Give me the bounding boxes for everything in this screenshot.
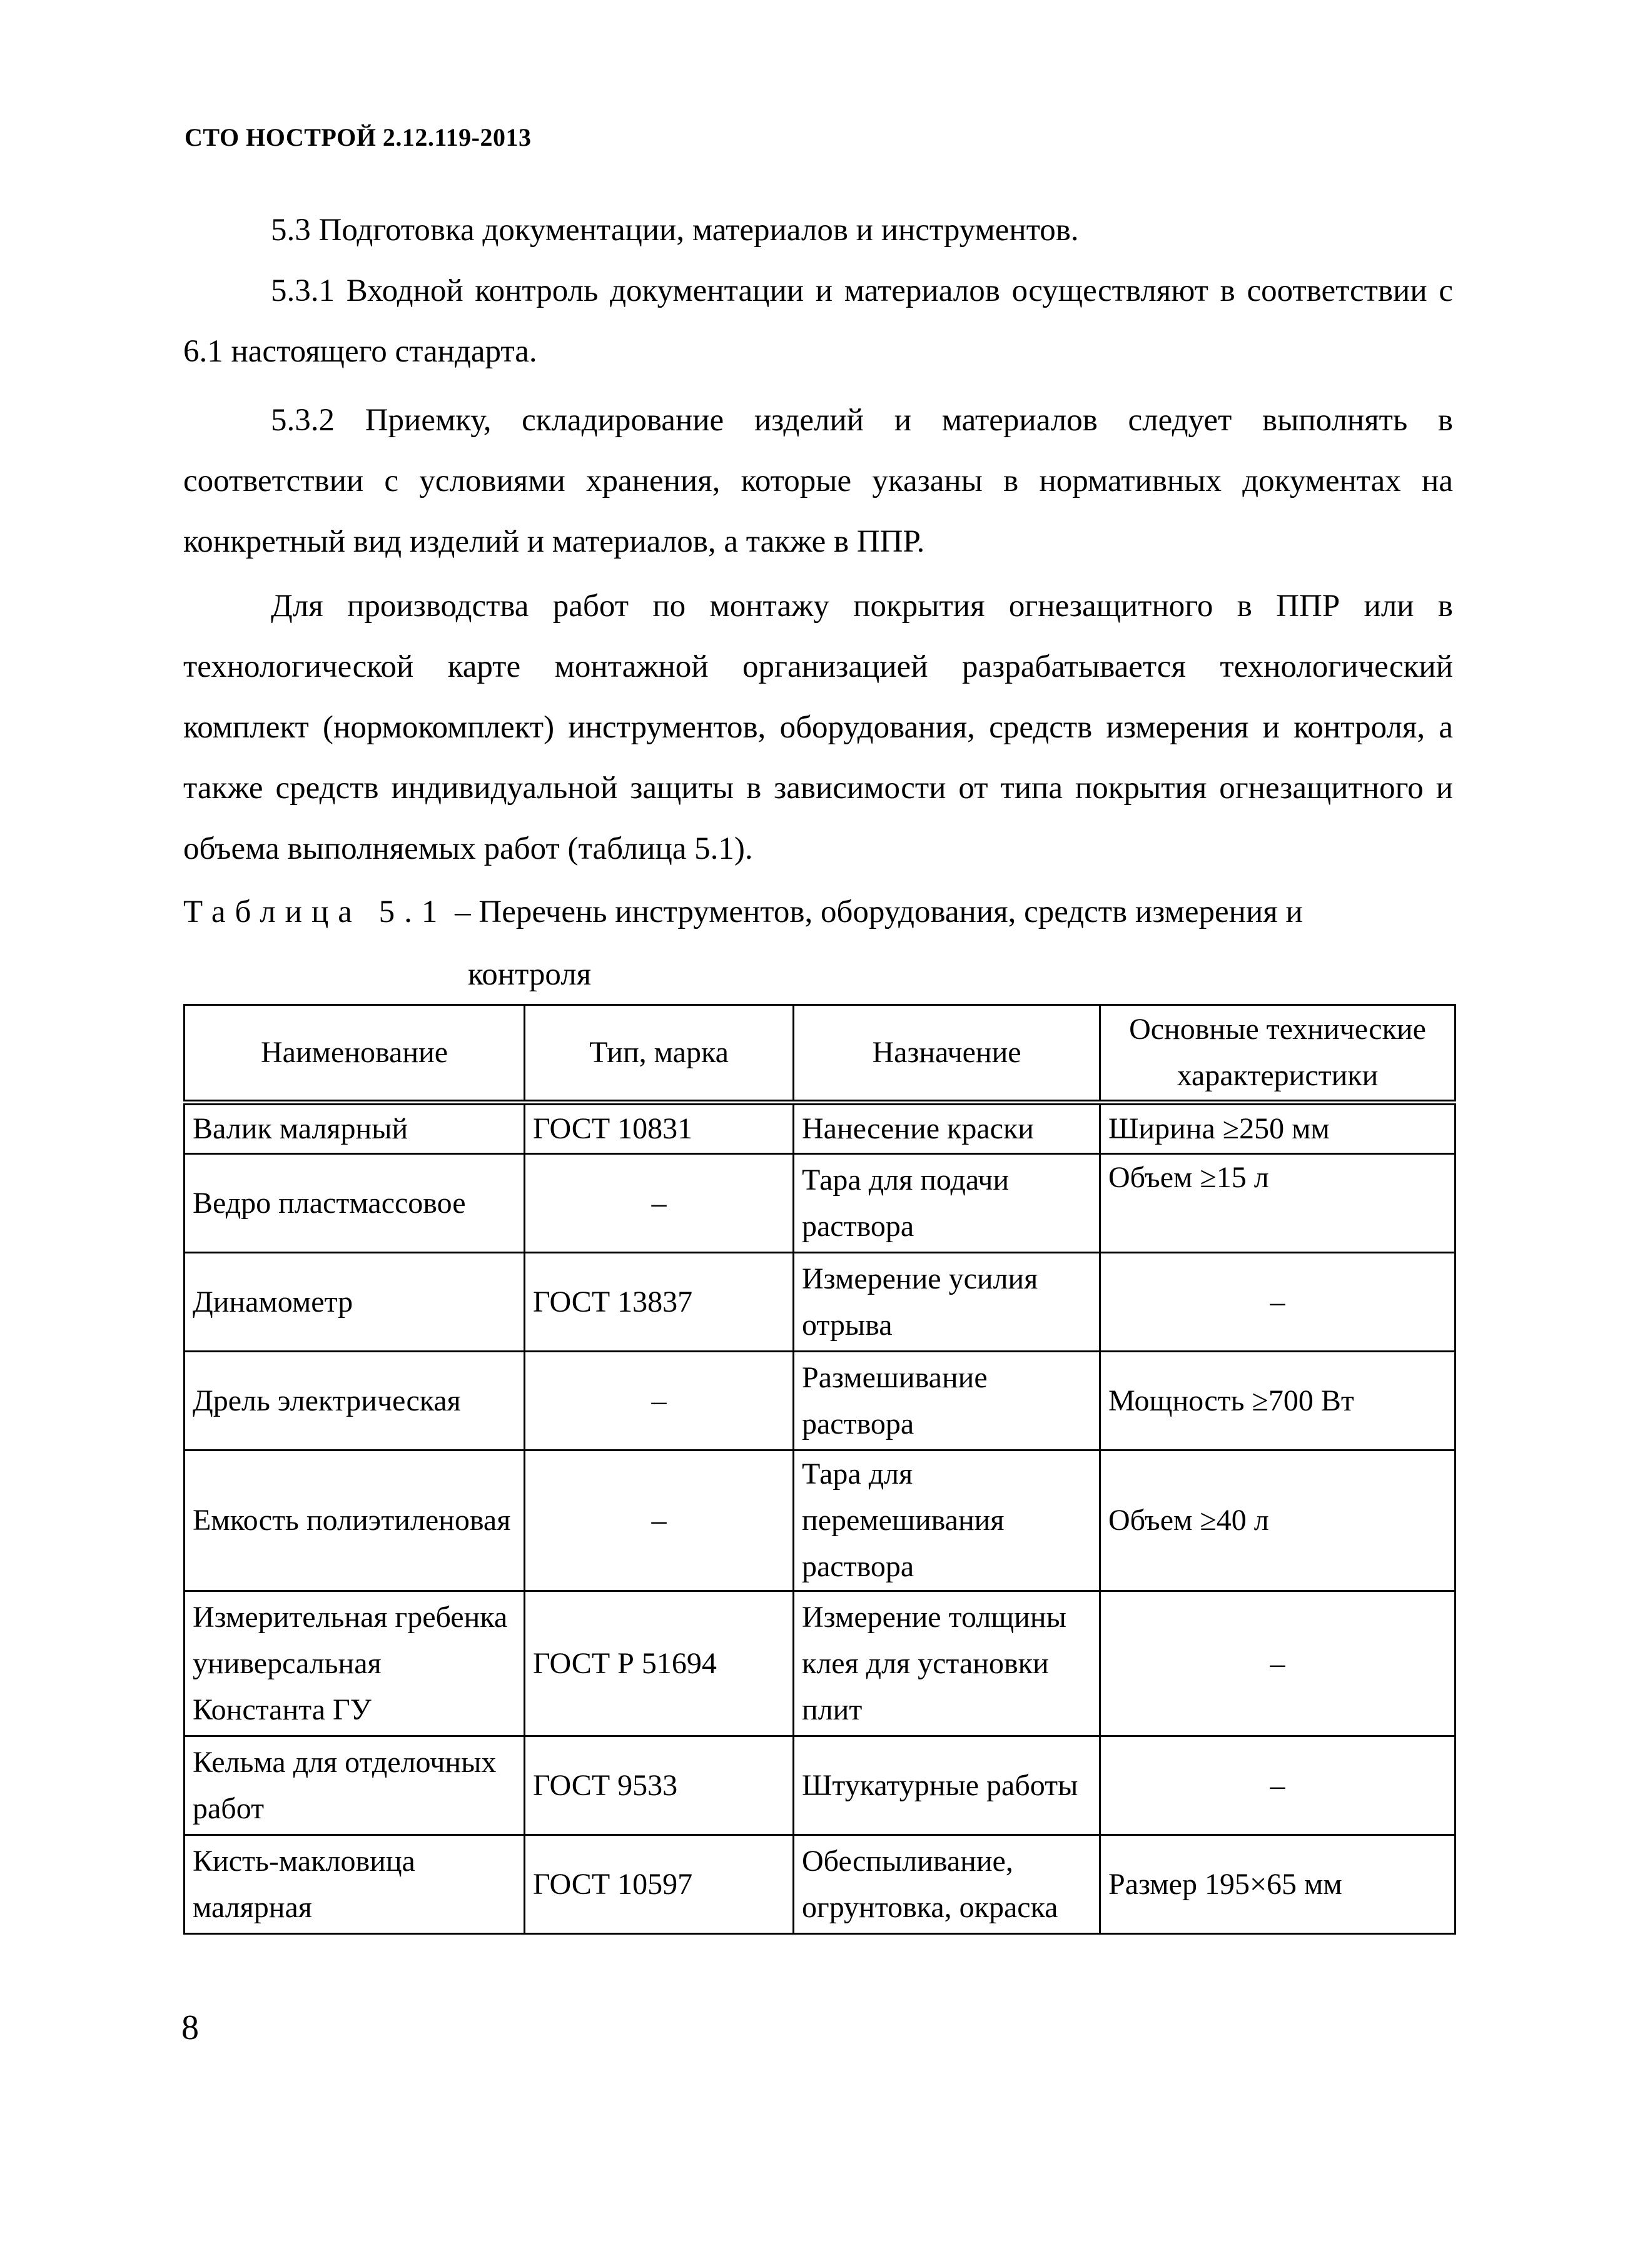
cell-purpose: Измерение толщины клея для установки плит	[794, 1591, 1100, 1736]
table-row	[185, 1154, 1455, 1253]
cell-name: Динамометр	[185, 1253, 525, 1352]
cell-purpose: Штукатурные работы	[794, 1736, 1100, 1835]
table-caption	[183, 882, 1453, 943]
paragraph-5-3: 5.3 Подготовка документации, материалов и инструментов.	[271, 213, 1079, 248]
header-specs: Основные технические характеристики	[1100, 1005, 1455, 1103]
cell-specs: Объем ≥40 л	[1100, 1450, 1455, 1591]
cell-type: ГОСТ 9533	[525, 1736, 794, 1835]
cell-purpose: Обеспыливание, огрунтовка, окраска	[794, 1835, 1100, 1934]
cell-name: Ведро пластмассовое	[185, 1154, 525, 1253]
header-purpose: Назначение	[794, 1005, 1100, 1103]
cell-name: Измерительная гребенка универсальная Константа ГУ	[185, 1591, 525, 1736]
cell-type: –	[525, 1154, 794, 1253]
table-row	[185, 1591, 1455, 1736]
cell-purpose: Тара для перемешивания раствора	[794, 1450, 1100, 1591]
document-code-header: СТО НОСТРОЙ 2.12.119-2013	[185, 123, 532, 151]
table-caption-text-line2: контроля	[468, 957, 592, 992]
cell-type: ГОСТ 13837	[525, 1253, 794, 1352]
table-row	[185, 1103, 1455, 1154]
cell-specs: Ширина ≥250 мм	[1100, 1103, 1455, 1154]
cell-name: Емкость полиэтиленовая	[185, 1450, 525, 1591]
table-row	[185, 1253, 1455, 1352]
cell-specs: Объем ≥15 л	[1100, 1154, 1455, 1253]
cell-purpose: Тара для подачи раствора	[794, 1154, 1100, 1253]
cell-type: –	[525, 1450, 794, 1591]
cell-type: ГОСТ 10597	[525, 1835, 794, 1934]
cell-name: Кисть-макловица малярная	[185, 1835, 525, 1934]
cell-specs: –	[1100, 1253, 1455, 1352]
cell-specs: –	[1100, 1736, 1455, 1835]
header-name: Наименование	[185, 1005, 525, 1103]
cell-specs: Размер 195×65 мм	[1100, 1835, 1455, 1934]
cell-name: Кельма для отделочных работ	[185, 1736, 525, 1835]
table-row	[185, 1835, 1455, 1934]
cell-purpose: Размешивание раствора	[794, 1352, 1100, 1450]
cell-specs: –	[1100, 1591, 1455, 1736]
paragraph-equipment-set: Для производства работ по монтажу покрытия огнезащитного в ППР или в технологической карте монтажной организацией разрабатывается технологический комплект (нормокомплект) инструментов, оборудования, средств измерения и контроля, а также средств индивидуальной защиты в зависимости от типа покрытия огнезащитного и объема выполняемых работ (таблица 5.1).	[183, 589, 1453, 866]
paragraph-5-3-1: 5.3.1 Входной контроль документации и материалов осуществляют в соответствии с 6.1 настоящего стандарта.	[183, 273, 1453, 369]
cell-specs: Мощность ≥700 Вт	[1100, 1352, 1455, 1450]
table-row	[185, 1352, 1455, 1450]
table-header-row	[185, 1005, 1455, 1103]
cell-name: Дрель электрическая	[185, 1352, 525, 1450]
table-row	[185, 1450, 1455, 1591]
header-type: Тип, марка	[525, 1005, 794, 1103]
paragraph-5-3-2: 5.3.2 Приемку, складирование изделий и материалов следует выполнять в соответствии с условиями хранения, которые указаны в нормативных документах на конкретный вид изделий и материалов, а также в ППР.	[183, 403, 1453, 559]
cell-name: Валик малярный	[185, 1103, 525, 1154]
equipment-table	[183, 1004, 1456, 1935]
cell-purpose: Нанесение краски	[794, 1103, 1100, 1154]
cell-type: ГОСТ Р 51694	[525, 1591, 794, 1736]
cell-type: ГОСТ 10831	[525, 1103, 794, 1154]
table-caption-label: Таблица 5.1	[183, 894, 447, 929]
cell-type: –	[525, 1352, 794, 1450]
table-caption-text: – Перечень инструментов, оборудования, средств измерения и	[455, 894, 1303, 929]
table-row	[185, 1736, 1455, 1835]
page-number: 8	[181, 2008, 199, 2047]
cell-purpose: Измерение усилия отрыва	[794, 1253, 1100, 1352]
